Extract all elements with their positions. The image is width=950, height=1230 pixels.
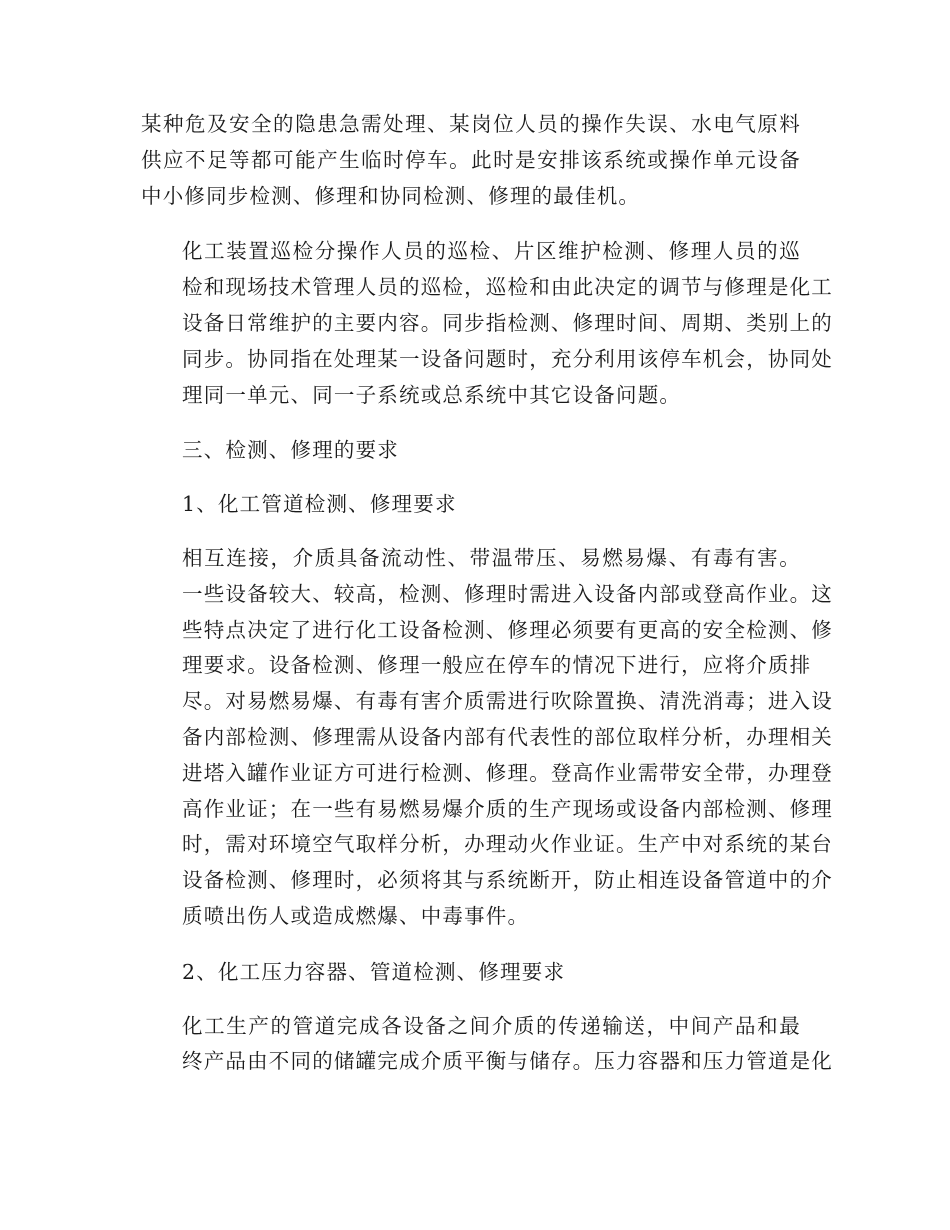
paragraph-line: 中小修同步检测、修理和协同检测、修理的最佳机。	[141, 183, 641, 208]
paragraph-line: 相互连接，介质具备流动性、带温带压、易燃易爆、有毒有害。	[182, 545, 801, 570]
paragraph-line: 某种危及安全的隐患急需处理、某岗位人员的操作失误、水电气原料	[141, 112, 801, 136]
document-body	[141, 107, 833, 1100]
section-heading: 1、化工管道检测、修理要求	[182, 492, 457, 517]
paragraph-line: 一些设备较大、较高，检测、修理时需进入设备内部或登高作业。这	[182, 581, 833, 606]
section-heading: 三、检测、修理的要求	[182, 438, 399, 463]
paragraph-line: 尽。对易燃易爆、有毒有害介质需进行吹除置换、清洗消毒；进入设	[182, 689, 833, 714]
paragraph-line: 设备日常维护的主要内容。同步指检测、修理时间、周期、类别上的	[182, 310, 833, 335]
paragraph-line: 检和现场技术管理人员的巡检，巡检和由此决定的调节与修理是化工	[182, 275, 833, 300]
paragraph-line: 高作业证；在一些有易燃易爆介质的生产现场或设备内部检测、修理	[182, 796, 833, 821]
paragraph-line: 化工生产的管道完成各设备之间介质的传递输送，中间产品和最	[182, 1013, 801, 1038]
paragraph	[141, 541, 833, 935]
section-heading: 2、化工压力容器、管道检测、修理要求	[182, 959, 566, 984]
paragraph-line: 同步。协同指在处理某一设备问题时，充分利用该停车机会，协同处	[182, 346, 833, 371]
paragraph-line: 设备检测、修理时，必须将其与系统断开，防止相连设备管道中的介	[182, 868, 833, 893]
paragraph-line: 化工装置巡检分操作人员的巡检、片区维护检测、修理人员的巡	[182, 239, 801, 264]
paragraph	[141, 107, 801, 214]
paragraph-line: 供应不足等都可能产生临时停车。此时是安排该系统或操作单元设备	[141, 147, 801, 172]
paragraph-line: 备内部检测、修理需从设备内部有代表性的部位取样分析，办理相关	[182, 724, 833, 749]
paragraph-line: 进塔入罐作业证方可进行检测、修理。登高作业需带安全带，办理登	[182, 760, 833, 785]
paragraph-line: 些特点决定了进行化工设备检测、修理必须要有更高的安全检测、修	[182, 617, 833, 642]
paragraph-line: 质喷出伤人或造成燃爆、中毒事件。	[182, 903, 530, 928]
paragraph-line: 理要求。设备检测、修理一般应在停车的情况下进行，应将介质排	[182, 653, 812, 678]
paragraph-line: 理同一单元、同一子系统或总系统中其它设备问题。	[182, 382, 682, 407]
paragraph	[141, 1009, 833, 1081]
paragraph-line: 终产品由不同的储罐完成介质平衡与储存。压力容器和压力管道是化	[182, 1049, 833, 1074]
paragraph	[141, 234, 833, 413]
paragraph-line: 时，需对环境空气取样分析，办理动火作业证。生产中对系统的某台	[182, 832, 833, 857]
